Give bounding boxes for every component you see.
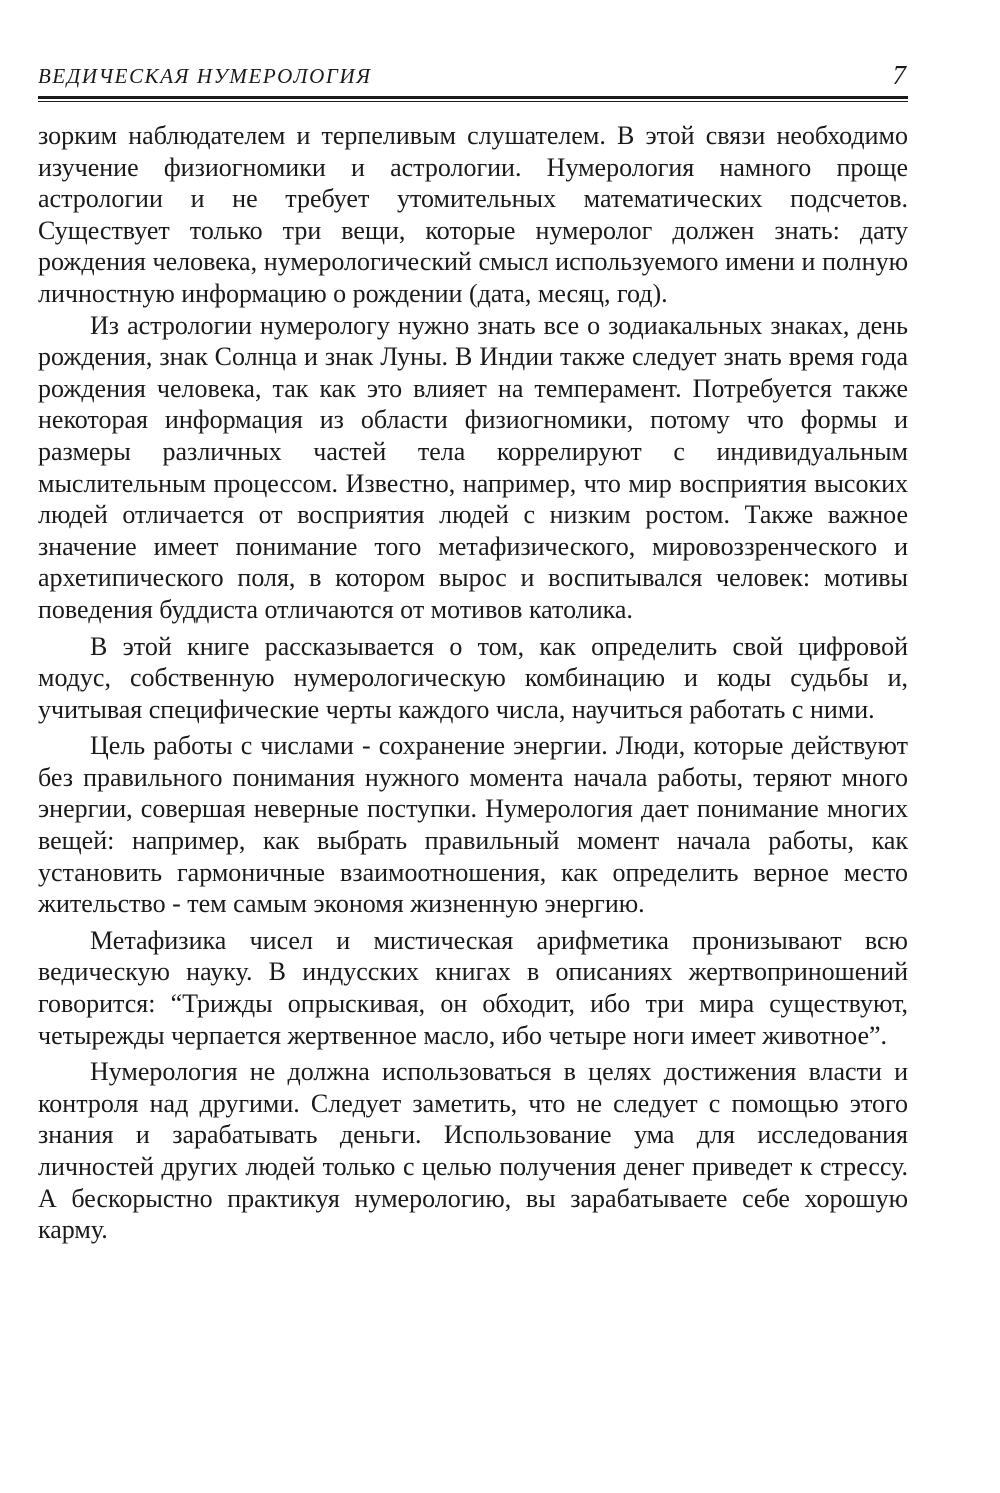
paragraph-astrology: Из астрологии нумерологу нужно знать все о зодиакальных знаках, день рождения, знак Солнца и знак Луны. В Индии также следует знать время года рождения человека, так как это влияет на темперамент. Потребуется также некоторая информация из области физиогномики, потому что формы и размеры различных частей тела коррелируют с индивидуальным мыслительным процессом. Известно, например, что мир восприятия высоких людей отличается от восприятия людей с низким ростом. Также важное значение имеет понимание того метафизического, мировоззренческого и архетипического поля, в котором вырос и воспитывался человек: мотивы поведения буддиста отличаются от мотивов католика. <box>38 310 908 624</box>
header-rule <box>38 96 908 99</box>
paragraph-book-purpose: В этой книге рассказывается о том, как определить свой цифровой модус, собственную нумерологическую комбинацию и коды судьбы и, учитывая специфические черты каждого числа, научиться работать с ними. <box>38 631 908 724</box>
page-number: 7 <box>892 60 906 90</box>
paragraph-ethics: Нумерология не должна использоваться в целях достижения власти и контроля над другими. Следует заметить, что не следует с помощью этого знания и зарабатывать деньги. Использование ума для исследования личностей других людей только с целью получения денег приведет к стрессу. А бескорыстно практикуя нумерологию, вы зарабатываете себе хорошую карму. <box>38 1057 908 1245</box>
paragraph-energy: Цель работы с числами - сохранение энергии. Люди, которые действуют без правильного понимания нужного момента начала работы, теряют много энергии, совершая неверные поступки. Нумерология дает понимание многих вещей: например, как выбрать правильный момент начала работы, как установить гармоничные взаимоотношения, как определить верное место жительство - тем самым экономя жизненную энергию. <box>38 731 908 919</box>
body-text <box>38 120 908 1246</box>
paragraph-continued: зорким наблюдателем и терпеливым слушателем. В этой связи необходимо изучение физиогномики и астрологии. Нумерология намного проще астрологии и не требует утомительных математических подсчетов. Существует только три вещи, которые нумеролог должен знать: дату рождения человека, нумерологический смысл используемого имени и полную личностную информацию о рождении (дата, месяц, год). <box>38 121 908 308</box>
book-page <box>38 0 908 1493</box>
header-rule-thin <box>38 101 908 102</box>
running-title: ВЕДИЧЕСКАЯ НУМЕРОЛОГИЯ <box>38 64 372 88</box>
running-header <box>38 62 908 92</box>
paragraph-metaphysics: Метафизика чисел и мистическая арифметика пронизывают всю ведическую науку. В индусских книгах в описаниях жертвоприношений говорится: “Трижды опрыскивая, он обходит, ибо три мира существуют, четырежды черпается жертвенное масло, ибо четыре ноги имеет животное”. <box>38 925 908 1050</box>
